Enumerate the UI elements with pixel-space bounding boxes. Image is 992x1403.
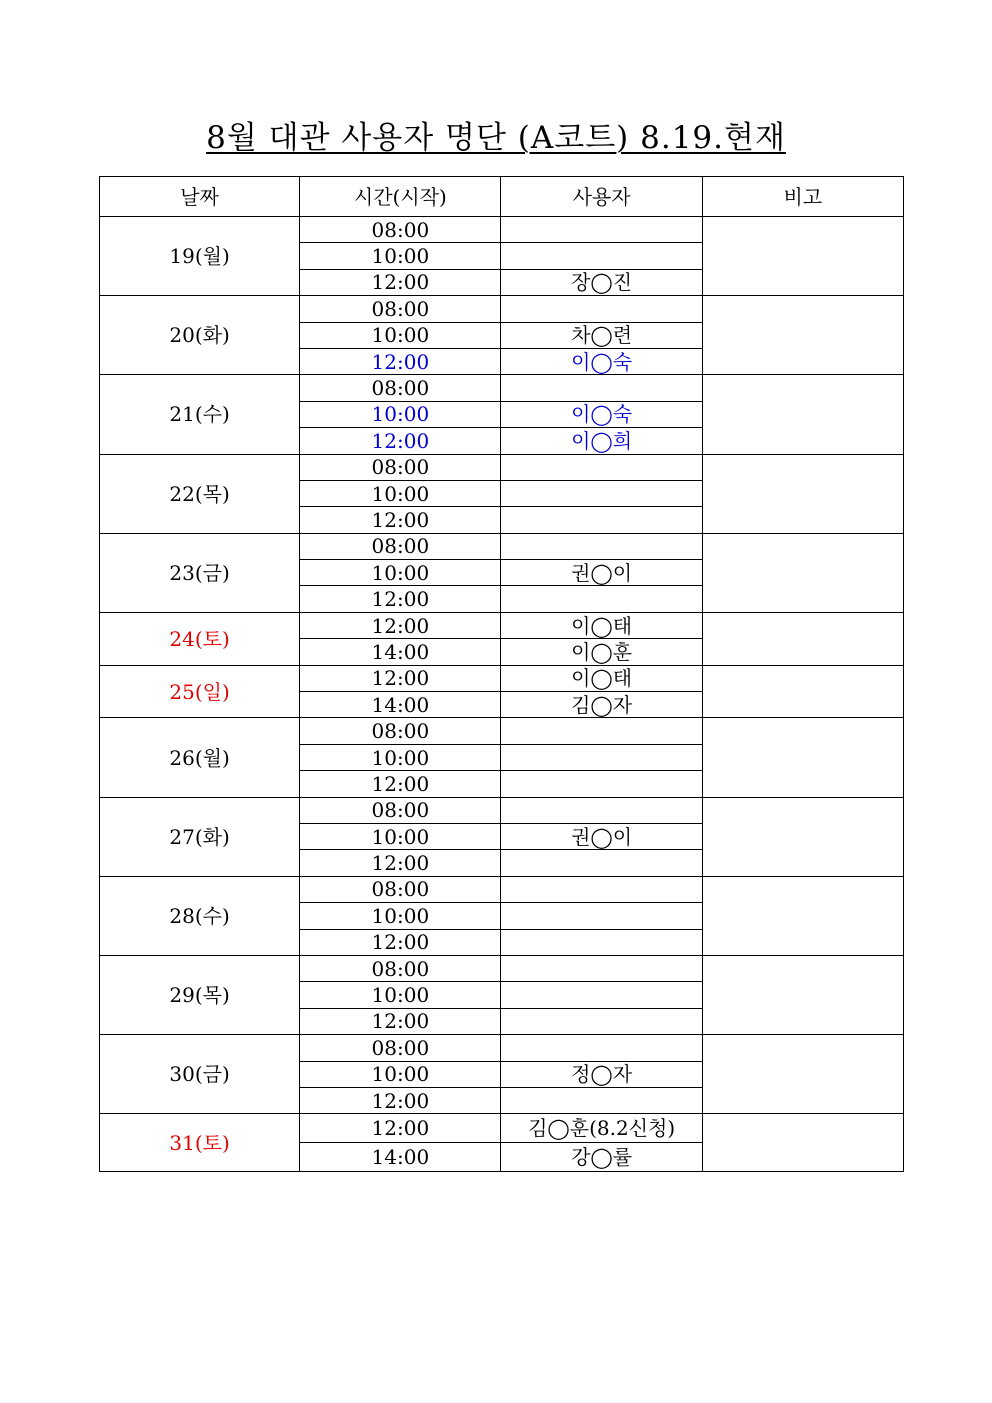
- time-cell: 12:00: [300, 428, 501, 454]
- time-cell: 12:00: [300, 612, 501, 638]
- time-cell: 08:00: [300, 375, 501, 401]
- user-cell: [501, 955, 702, 981]
- user-cell: 이◯희: [501, 428, 702, 454]
- time-cell: 12:00: [300, 771, 501, 797]
- user-cell: [501, 507, 702, 533]
- table-row: [100, 375, 904, 401]
- note-cell: [702, 797, 903, 876]
- time-cell: 12:00: [300, 929, 501, 955]
- time-cell: 10:00: [300, 322, 501, 348]
- date-cell: 21(수): [100, 375, 300, 454]
- date-cell: 24(토): [100, 612, 300, 665]
- time-cell: 12:00: [300, 1114, 501, 1143]
- time-cell: 10:00: [300, 560, 501, 586]
- time-cell: 08:00: [300, 533, 501, 559]
- user-cell: 장◯진: [501, 269, 702, 295]
- time-cell: 12:00: [300, 1008, 501, 1034]
- user-cell: 김◯자: [501, 692, 702, 718]
- date-cell: 30(금): [100, 1035, 300, 1114]
- table-row: [100, 955, 904, 981]
- user-cell: [501, 454, 702, 480]
- date-cell: 23(금): [100, 533, 300, 612]
- time-cell: 12:00: [300, 507, 501, 533]
- date-cell: 20(화): [100, 296, 300, 375]
- table-row: [100, 876, 904, 902]
- user-cell: [501, 903, 702, 929]
- note-cell: [702, 217, 903, 296]
- time-cell: 10:00: [300, 982, 501, 1008]
- time-cell: 08:00: [300, 876, 501, 902]
- user-cell: [501, 1008, 702, 1034]
- table-row: [100, 296, 904, 322]
- time-cell: 12:00: [300, 1087, 501, 1113]
- table-row: [100, 454, 904, 480]
- time-cell: 14:00: [300, 1143, 501, 1172]
- note-cell: [702, 876, 903, 955]
- user-cell: 강◯률: [501, 1143, 702, 1172]
- time-cell: 12:00: [300, 348, 501, 374]
- date-cell: 22(목): [100, 454, 300, 533]
- time-cell: 10:00: [300, 744, 501, 770]
- table-row: [100, 797, 904, 823]
- date-cell: 26(월): [100, 718, 300, 797]
- note-cell: [702, 665, 903, 718]
- user-cell: [501, 771, 702, 797]
- user-cell: [501, 1035, 702, 1061]
- time-cell: 12:00: [300, 586, 501, 612]
- header-user: 사용자: [501, 177, 702, 217]
- time-cell: 08:00: [300, 797, 501, 823]
- rental-schedule-table: [99, 176, 904, 1172]
- user-cell: 이◯숙: [501, 401, 702, 427]
- table-row: [100, 217, 904, 243]
- time-cell: 10:00: [300, 401, 501, 427]
- user-cell: [501, 586, 702, 612]
- time-cell: 10:00: [300, 823, 501, 849]
- table-header-row: [100, 177, 904, 217]
- date-cell: 28(수): [100, 876, 300, 955]
- user-cell: [501, 929, 702, 955]
- time-cell: 14:00: [300, 692, 501, 718]
- time-cell: 10:00: [300, 243, 501, 269]
- document-title-text: 8월 대관 사용자 명단 (A코트) 8.19.현재: [206, 120, 786, 156]
- user-cell: [501, 217, 702, 243]
- time-cell: 14:00: [300, 639, 501, 665]
- table-row: [100, 533, 904, 559]
- user-cell: [501, 982, 702, 1008]
- note-cell: [702, 375, 903, 454]
- user-cell: [501, 480, 702, 506]
- user-cell: [501, 533, 702, 559]
- time-cell: 12:00: [300, 665, 501, 691]
- note-cell: [702, 296, 903, 375]
- table-row: [100, 665, 904, 691]
- user-cell: 이◯숙: [501, 348, 702, 374]
- note-cell: [702, 612, 903, 665]
- time-cell: 10:00: [300, 480, 501, 506]
- date-cell: 25(일): [100, 665, 300, 718]
- time-cell: 08:00: [300, 1035, 501, 1061]
- note-cell: [702, 533, 903, 612]
- date-cell: 27(화): [100, 797, 300, 876]
- note-cell: [702, 1035, 903, 1114]
- user-cell: 정◯자: [501, 1061, 702, 1087]
- user-cell: 이◯태: [501, 665, 702, 691]
- table-row: [100, 718, 904, 744]
- header-date: 날짜: [100, 177, 300, 217]
- note-cell: [702, 454, 903, 533]
- user-cell: [501, 296, 702, 322]
- table-row: [100, 1114, 904, 1143]
- date-cell: 29(목): [100, 955, 300, 1034]
- user-cell: [501, 375, 702, 401]
- time-cell: 08:00: [300, 296, 501, 322]
- note-cell: [702, 1114, 903, 1172]
- time-cell: 08:00: [300, 955, 501, 981]
- user-cell: [501, 718, 702, 744]
- user-cell: [501, 1087, 702, 1113]
- user-cell: 차◯련: [501, 322, 702, 348]
- time-cell: 08:00: [300, 718, 501, 744]
- time-cell: 12:00: [300, 850, 501, 876]
- document-title: [0, 112, 992, 157]
- header-note: 비고: [702, 177, 903, 217]
- user-cell: [501, 243, 702, 269]
- user-cell: [501, 744, 702, 770]
- header-start-time: 시간(시작): [300, 177, 501, 217]
- note-cell: [702, 955, 903, 1034]
- time-cell: 10:00: [300, 1061, 501, 1087]
- user-cell: 권◯이: [501, 823, 702, 849]
- time-cell: 08:00: [300, 217, 501, 243]
- user-cell: [501, 850, 702, 876]
- user-cell: 이◯태: [501, 612, 702, 638]
- time-cell: 10:00: [300, 903, 501, 929]
- date-cell: 31(토): [100, 1114, 300, 1172]
- user-cell: [501, 876, 702, 902]
- date-cell: 19(월): [100, 217, 300, 296]
- note-cell: [702, 718, 903, 797]
- time-cell: 12:00: [300, 269, 501, 295]
- table-row: [100, 1035, 904, 1061]
- user-cell: 이◯훈: [501, 639, 702, 665]
- table-row: [100, 612, 904, 638]
- table-body: [100, 217, 904, 1172]
- user-cell: [501, 797, 702, 823]
- user-cell: 김◯훈(8.2신청): [501, 1114, 702, 1143]
- user-cell: 권◯이: [501, 560, 702, 586]
- time-cell: 08:00: [300, 454, 501, 480]
